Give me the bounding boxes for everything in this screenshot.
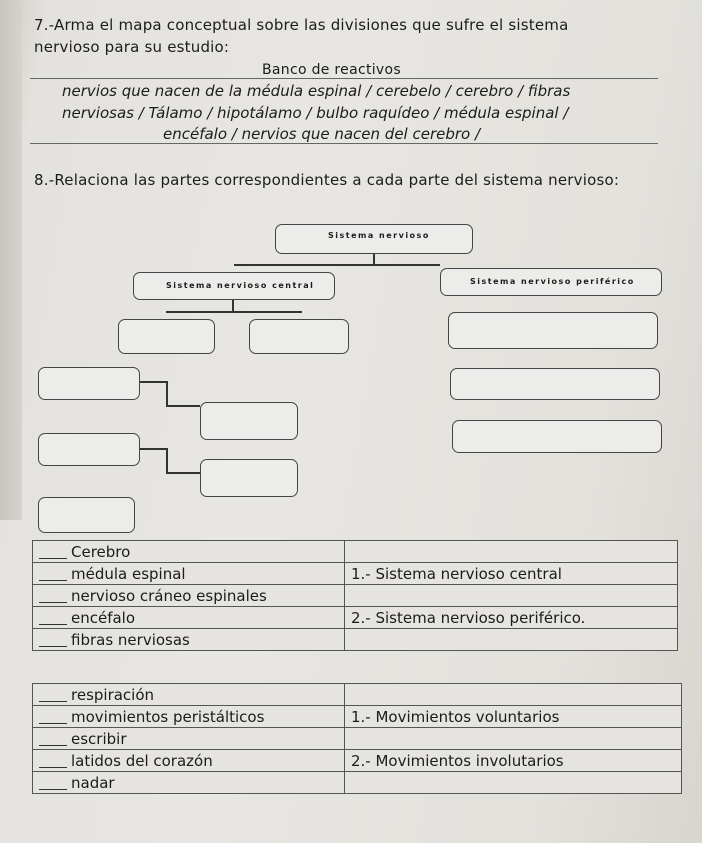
table-item-cell[interactable]: latidos del corazón xyxy=(33,750,345,772)
table-option-cell: 2.- Sistema nervioso periférico. xyxy=(345,607,678,629)
table-item-cell[interactable]: fibras nerviosas xyxy=(33,629,345,651)
map-connector xyxy=(166,405,200,407)
map-connector-horizontal xyxy=(234,264,440,266)
table-option-cell xyxy=(345,629,678,651)
word-bank-line-1: nervios que nacen de la médula espinal / cerebelo / cerebro / fibras xyxy=(62,82,571,100)
matching-table-2 xyxy=(32,683,682,794)
table-option-cell: 1.- Movimientos voluntarios xyxy=(345,706,682,728)
matching-table-1 xyxy=(32,540,678,651)
table-option-cell xyxy=(345,541,678,563)
table-row xyxy=(33,629,678,651)
table-option-cell: 1.- Sistema nervioso central xyxy=(345,563,678,585)
map-node-peripheral-label: Sistema nervioso periférico xyxy=(470,277,635,286)
question-7-line-1: 7.-Arma el mapa conceptual sobre las divisiones que sufre el sistema xyxy=(34,16,569,34)
map-connector xyxy=(140,448,168,450)
map-blank-box[interactable] xyxy=(448,312,658,349)
map-connector-root xyxy=(373,254,375,265)
table-row xyxy=(33,684,682,706)
table-row xyxy=(33,750,682,772)
map-blank-box[interactable] xyxy=(38,497,135,533)
page-edge-shadow xyxy=(0,0,22,520)
table-row xyxy=(33,772,682,794)
table-item-cell[interactable]: movimientos peristálticos xyxy=(33,706,345,728)
table-item-cell[interactable]: Cerebro xyxy=(33,541,345,563)
map-connector xyxy=(166,472,200,474)
question-8-text: 8.-Relaciona las partes correspondientes a cada parte del sistema nervioso: xyxy=(34,171,620,189)
word-bank-line-3: encéfalo / nervios que nacen del cerebro / xyxy=(163,125,481,143)
map-blank-box[interactable] xyxy=(38,433,140,466)
table-option-cell xyxy=(345,772,682,794)
table-option-cell xyxy=(345,585,678,607)
map-connector-central xyxy=(232,300,234,312)
map-blank-box[interactable] xyxy=(249,319,349,354)
map-node-root-label: Sistema nervioso xyxy=(328,231,430,240)
table-option-cell xyxy=(345,684,682,706)
table-item-cell[interactable]: respiración xyxy=(33,684,345,706)
map-connector xyxy=(166,381,168,405)
map-connector-central-split xyxy=(166,311,302,313)
table-row xyxy=(33,607,678,629)
table-item-cell[interactable]: nervioso cráneo espinales xyxy=(33,585,345,607)
word-bank-title: Banco de reactivos xyxy=(262,62,401,78)
map-blank-box[interactable] xyxy=(450,368,660,400)
table-row xyxy=(33,563,678,585)
table-option-cell: 2.- Movimientos involutarios xyxy=(345,750,682,772)
table-row xyxy=(33,706,682,728)
table-row xyxy=(33,541,678,563)
map-node-central-label: Sistema nervioso central xyxy=(166,281,315,290)
table-item-cell[interactable]: encéfalo xyxy=(33,607,345,629)
table-row xyxy=(33,585,678,607)
map-blank-box[interactable] xyxy=(200,402,298,440)
table-row xyxy=(33,728,682,750)
map-blank-box[interactable] xyxy=(452,420,662,453)
map-connector xyxy=(166,448,168,472)
map-connector xyxy=(140,381,168,383)
question-7-line-2: nervioso para su estudio: xyxy=(34,38,230,56)
map-blank-box[interactable] xyxy=(118,319,215,354)
word-bank-line-2: nerviosas / Tálamo / hipotálamo / bulbo raquídeo / médula espinal / xyxy=(62,104,569,122)
table-item-cell[interactable]: nadar xyxy=(33,772,345,794)
table-item-cell[interactable]: escribir xyxy=(33,728,345,750)
map-blank-box[interactable] xyxy=(38,367,140,400)
table-option-cell xyxy=(345,728,682,750)
map-blank-box[interactable] xyxy=(200,459,298,497)
table-item-cell[interactable]: médula espinal xyxy=(33,563,345,585)
